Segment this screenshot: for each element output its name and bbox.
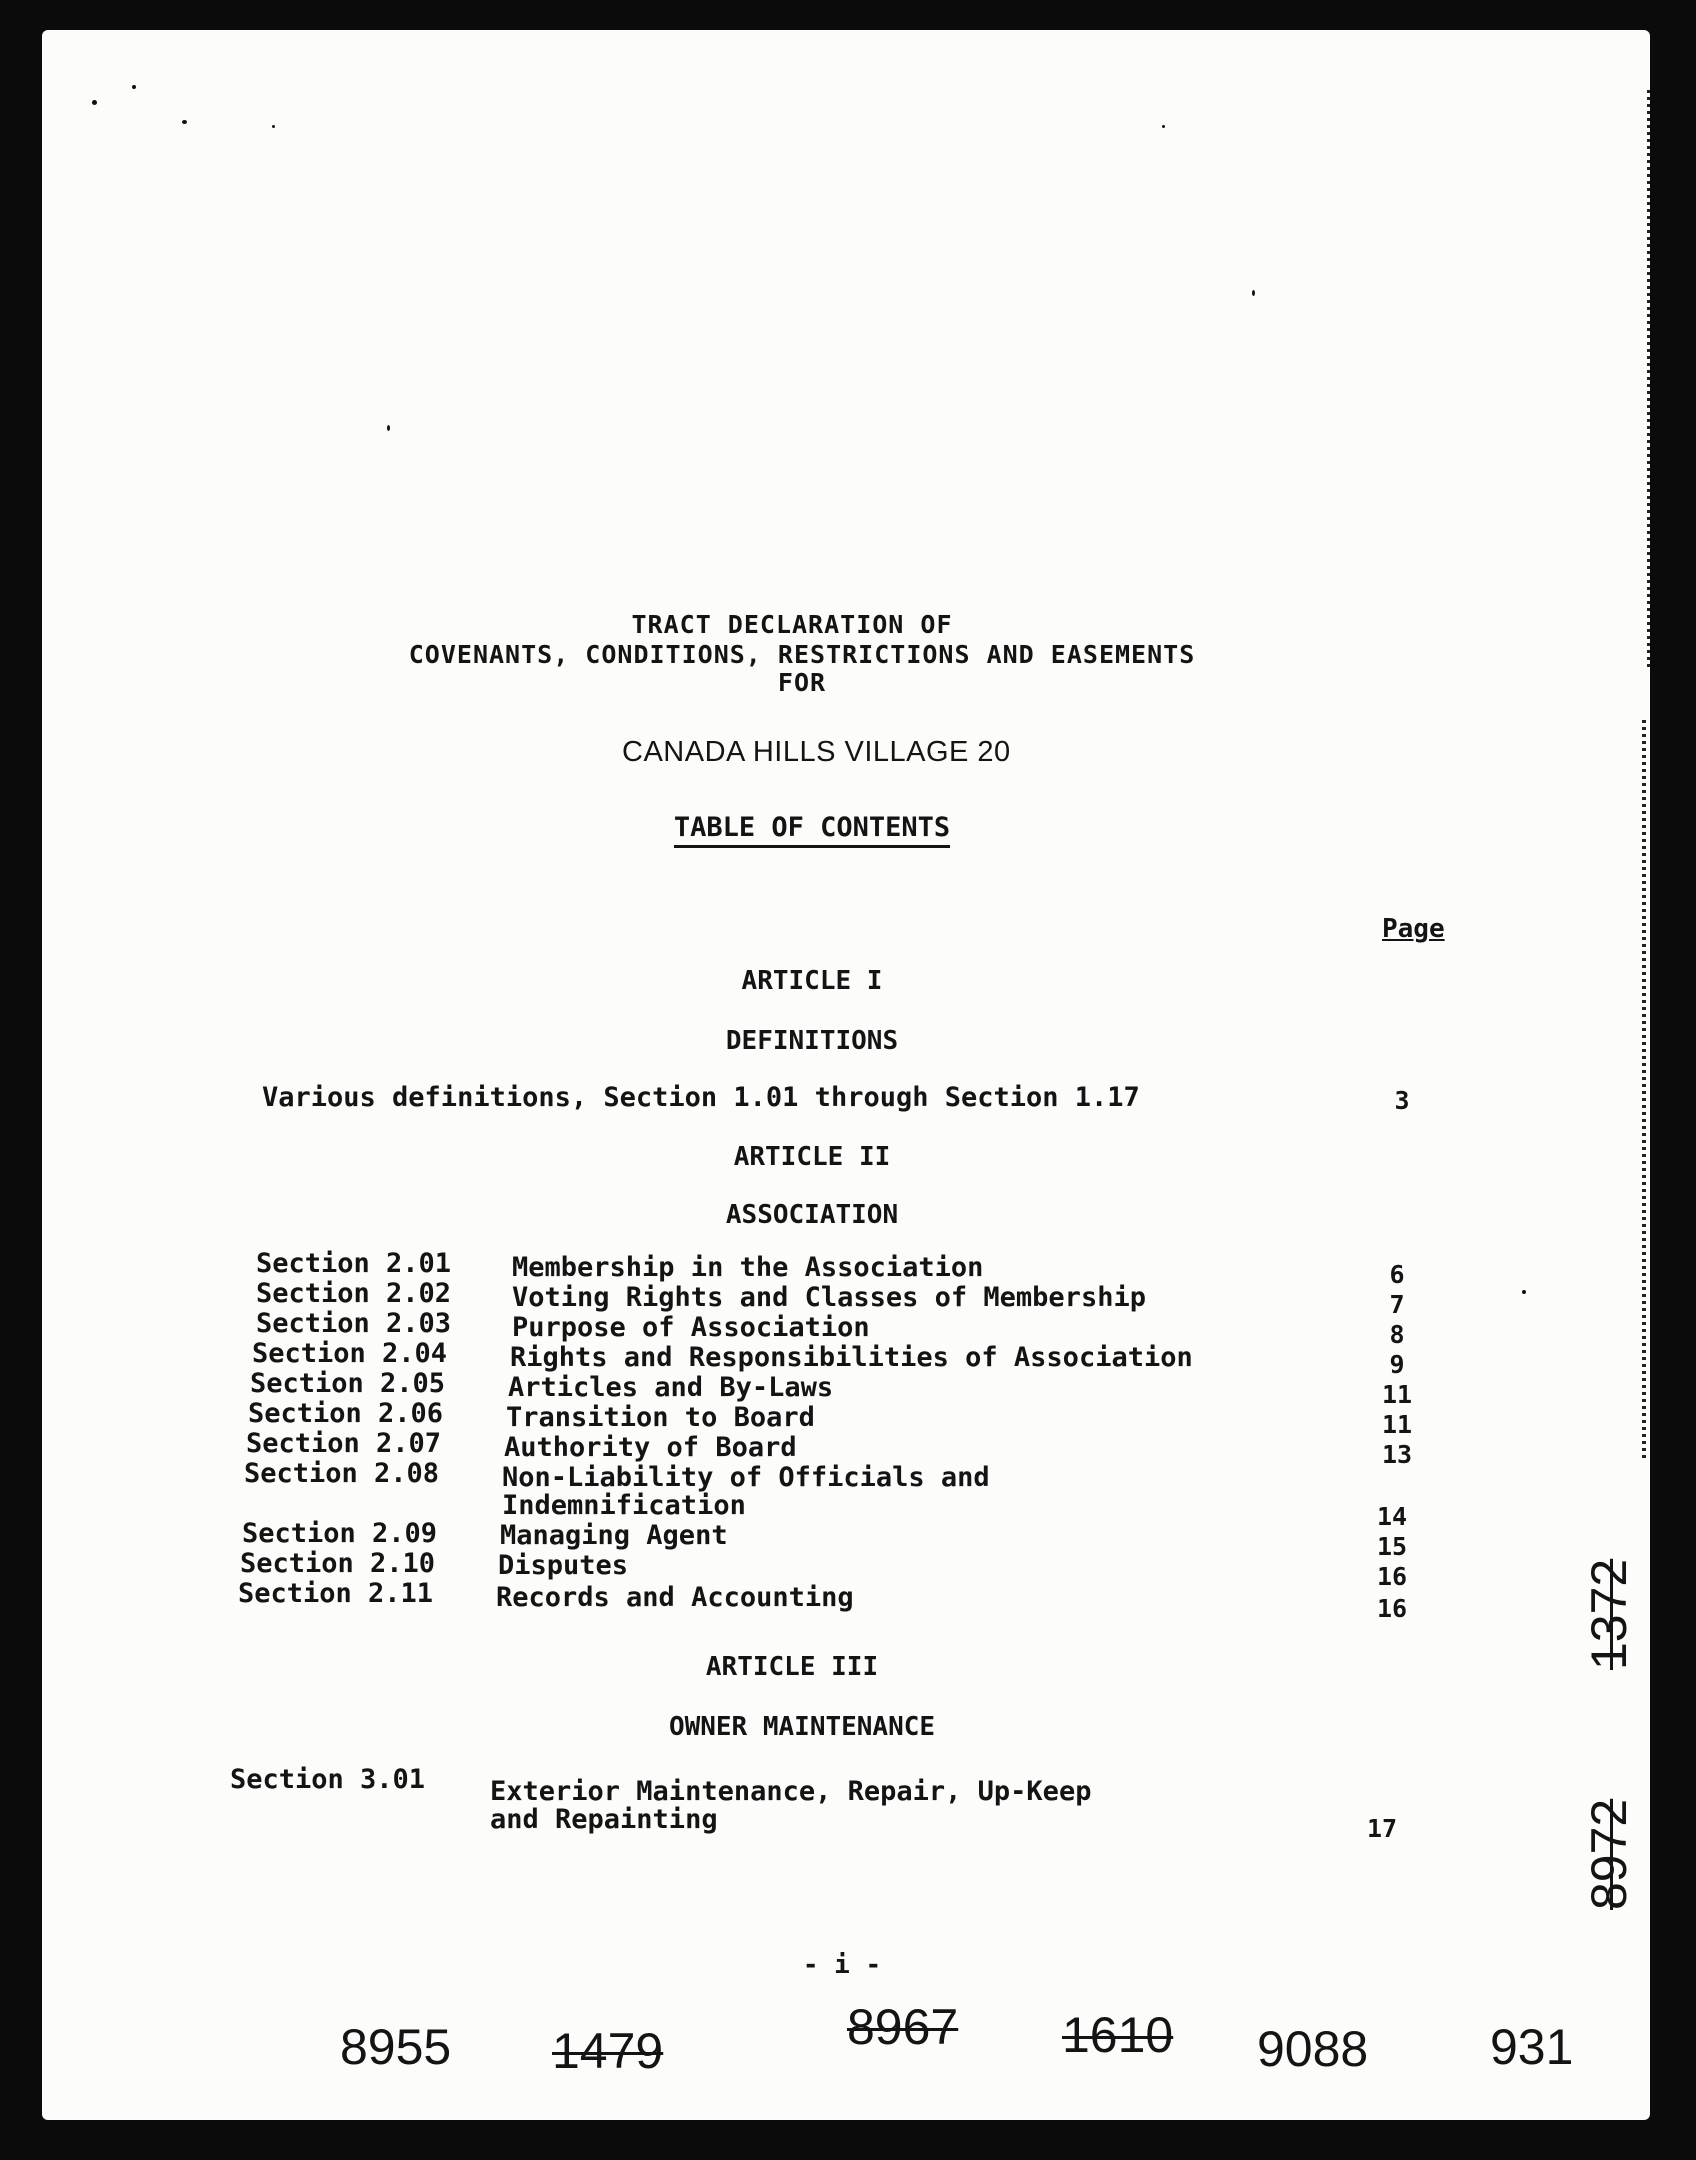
article-3-label: ARTICLE III	[705, 1652, 879, 1682]
section-title: Exterior Maintenance, Repair, Up-Keep	[490, 1776, 1092, 1807]
section-page: 16	[1376, 1562, 1408, 1591]
section-title: Non-Liability of Officials and	[502, 1462, 990, 1493]
toc-title: TABLE OF CONTENTS	[674, 812, 950, 848]
declaration-title-line3: FOR	[777, 668, 827, 697]
article-2-title: ASSOCIATION	[725, 1200, 899, 1230]
section-number: Section 2.06	[248, 1398, 444, 1429]
section-title: Disputes	[498, 1550, 629, 1581]
section-page: 9	[1389, 1350, 1405, 1379]
section-number: Section 2.04	[252, 1338, 448, 1369]
section-page: 11	[1381, 1410, 1413, 1439]
section-page: 14	[1376, 1502, 1408, 1531]
declaration-title-line1: TRACT DECLARATION OF	[631, 610, 953, 639]
scan-edge-artifact	[1647, 90, 1650, 670]
section-number: Section 2.10	[240, 1548, 436, 1579]
scan-speck	[387, 425, 390, 431]
section-number: Section 2.09	[242, 1518, 438, 1549]
section-number: Section 2.03	[256, 1308, 452, 1339]
stamp-number-struck: 1610	[1062, 2007, 1174, 2063]
page-column-heading: Page	[1382, 914, 1445, 944]
scan-speck	[1162, 125, 1165, 128]
declaration-title-line2: COVENANTS, CONDITIONS, RESTRICTIONS AND EASEMENTS	[408, 640, 1196, 669]
section-title: Purpose of Association	[512, 1312, 870, 1343]
section-number: Section 3.01	[230, 1764, 426, 1795]
section-number: Section 2.01	[256, 1248, 452, 1279]
page-number: - i -	[802, 1950, 882, 1980]
scan-speck	[92, 100, 97, 105]
article-3-title: OWNER MAINTENANCE	[668, 1712, 936, 1742]
section-title: Records and Accounting	[496, 1582, 854, 1613]
stamp-number: 8955	[340, 2019, 452, 2075]
section-number: Section 2.11	[238, 1578, 434, 1609]
stamp-number-struck: 8967	[847, 1999, 959, 2055]
section-title: Articles and By-Laws	[508, 1372, 834, 1403]
toc-title-wrap	[632, 812, 992, 843]
section-number: Section 2.08	[244, 1458, 440, 1489]
article-1-label: ARTICLE I	[741, 966, 883, 996]
stamp-number-struck: 1479	[552, 2023, 664, 2079]
project-name: CANADA HILLS VILLAGE 20	[622, 736, 1011, 768]
section-title: Authority of Board	[504, 1432, 797, 1463]
section-number: Section 2.07	[246, 1428, 442, 1459]
scan-speck	[272, 125, 275, 128]
section-number: Section 2.05	[250, 1368, 446, 1399]
scan-edge-artifact	[1642, 720, 1646, 1460]
section-title: Managing Agent	[500, 1520, 728, 1551]
section-page: 17	[1366, 1814, 1398, 1843]
section-page: 8	[1389, 1320, 1405, 1349]
article-2-label: ARTICLE II	[733, 1142, 891, 1172]
document-page	[42, 30, 1650, 2120]
stamp-number: 931	[1490, 2019, 1574, 2075]
scan-speck	[1252, 290, 1255, 296]
section-title: Membership in the Association	[512, 1252, 984, 1283]
side-stamp-struck: 8972	[1581, 1798, 1637, 1910]
article-1-entry-page: 3	[1394, 1086, 1410, 1115]
section-page: 15	[1376, 1532, 1408, 1561]
side-stamp-struck: 1372	[1581, 1558, 1637, 1670]
section-title-continued: Indemnification	[502, 1490, 746, 1521]
section-page: 7	[1389, 1290, 1405, 1319]
scan-speck	[132, 85, 136, 89]
section-page: 16	[1376, 1594, 1408, 1623]
scan-speck	[1522, 1290, 1526, 1294]
stamp-number: 9088	[1257, 2021, 1369, 2077]
section-title: Transition to Board	[506, 1402, 815, 1433]
section-title: Rights and Responsibilities of Association	[510, 1342, 1193, 1373]
section-page: 11	[1381, 1380, 1413, 1409]
section-page: 13	[1381, 1440, 1413, 1469]
section-page: 6	[1389, 1260, 1405, 1289]
article-1-entry: Various definitions, Section 1.01 through Section 1.17	[262, 1082, 1140, 1113]
section-title: Voting Rights and Classes of Membership	[512, 1282, 1146, 1313]
scan-speck	[182, 120, 187, 124]
article-1-title: DEFINITIONS	[725, 1026, 899, 1056]
section-title-continued: and Repainting	[490, 1804, 718, 1835]
section-number: Section 2.02	[256, 1278, 452, 1309]
